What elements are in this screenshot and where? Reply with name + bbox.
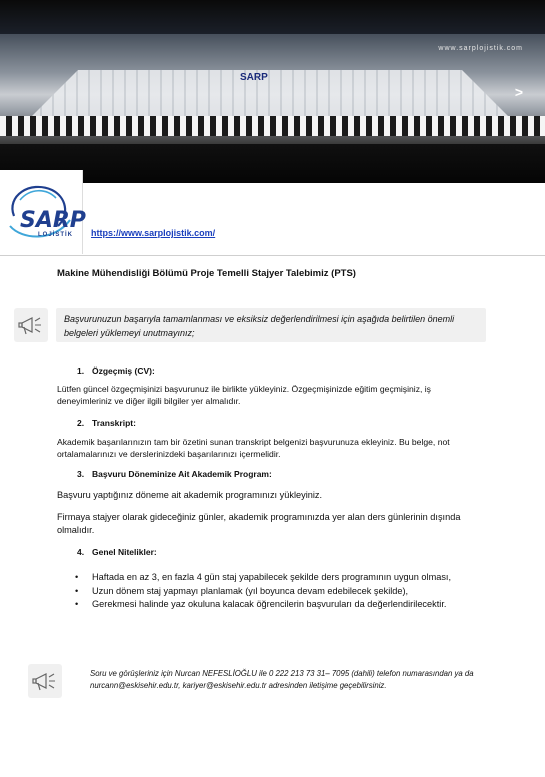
- header-banner-image: [0, 0, 545, 183]
- list-item: [72, 571, 472, 585]
- list-item-text: Haftada en az 3, en fazla 4 gün staj yapabilecek şekilde ders programının uygun olması,: [92, 572, 452, 582]
- logo-wordmark: SARP: [20, 208, 86, 233]
- section-heading-cv: [77, 366, 155, 376]
- notice-text: Başvurunuzun başarıyla tamamlanması ve eksiksiz değerlendirilmesi için aşağıda belirtilen önemli belgeleri yüklemeyi unutmayınız;: [64, 314, 455, 338]
- section-paragraph: Başvuru yaptığınız döneme ait akademik programınızı yükleyiniz.: [57, 490, 323, 500]
- section-paragraph: Lütfen güncel özgeçmişinizi başvurunuz ile birlikte yükleyiniz. Özgeçmişinizde eğitim geçmişiniz, iş deneyimleriniz ve diğer ilgili bilgiler yer almalıdır.: [57, 384, 431, 406]
- megaphone-icon: [14, 308, 48, 342]
- website-link[interactable]: https://www.sarplojistik.com/: [91, 228, 216, 238]
- section-number: 3.: [77, 469, 85, 479]
- bullet-icon: •: [75, 599, 79, 609]
- bullet-icon: •: [75, 572, 79, 582]
- requirements-list: [72, 571, 472, 612]
- section-heading-transcript: [77, 418, 136, 428]
- section-paragraph: Akademik başarılarınızın tam bir özetini sunan transkript belgenizi başvurunuza ekleyiniz. Bu belge, not ortalamalarınızı ve derslerinizdeki başarılarınızı içermelidir.: [57, 437, 450, 459]
- logo-subtitle: LOJİSTİK: [38, 232, 74, 238]
- section-number: 1.: [77, 366, 85, 376]
- megaphone-icon: [28, 664, 62, 698]
- notice-box: [56, 308, 486, 342]
- divider: [0, 255, 545, 256]
- section-title: Başvuru Döneminize Ait Akademik Program:: [92, 469, 272, 479]
- section-title: Özgeçmiş (CV):: [92, 366, 155, 376]
- section-number: 4.: [77, 547, 85, 557]
- banner-next-arrow-icon[interactable]: >: [514, 84, 523, 100]
- list-item: [72, 598, 472, 612]
- contact-note: Soru ve görüşleriniz için Nurcan NEFESLİOĞLU ile 0 222 213 73 31– 7095 (dahili) telefon numarasından ya da nurcann@eskisehir.edu.tr, kariyer@eskisehir.edu.tr adresinden iletişime geçebilirsiniz.: [90, 669, 474, 690]
- section-heading-general: [77, 547, 157, 557]
- section-paragraph: Firmaya stajyer olarak gideceğiniz günler, akademik programınızda yer alan ders günlerinin dışında olmalıdır.: [57, 512, 461, 535]
- section-title: Transkript:: [92, 418, 136, 428]
- banner-url-text: www.sarplojistik.com: [438, 45, 523, 52]
- section-title: Genel Nitelikler:: [92, 547, 157, 557]
- banner-roof-text: SARP: [240, 72, 268, 83]
- list-item: [72, 585, 472, 599]
- bullet-icon: •: [75, 585, 79, 596]
- section-heading-academic-program: [77, 469, 272, 479]
- section-number: 2.: [77, 418, 85, 428]
- page-title: Makine Mühendisliği Bölümü Proje Temelli Stajyer Talebimiz (PTS): [57, 268, 356, 279]
- list-item-text: Uzun dönem staj yapmayı planlamak (yıl boyunca devam edebilecek şekilde),: [92, 585, 409, 596]
- list-item-text: Gerekmesi halinde yaz okuluna kalacak öğrencilerin başvuruları da değerlendirilecektir.: [92, 599, 447, 609]
- sarp-logo: [0, 170, 86, 254]
